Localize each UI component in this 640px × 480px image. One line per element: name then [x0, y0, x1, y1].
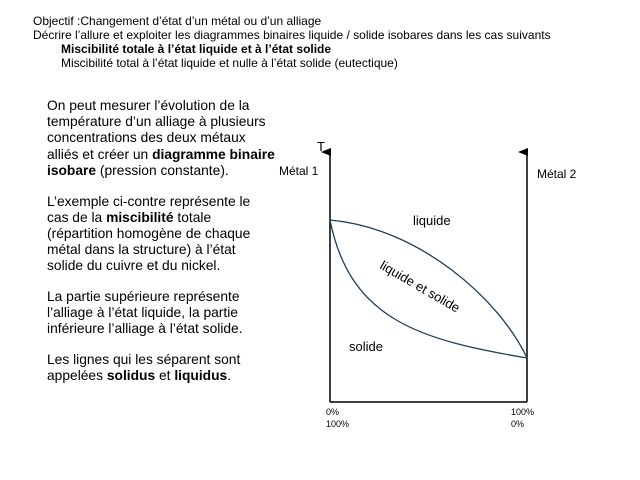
p2-bold: miscibilité — [106, 209, 174, 225]
p4-text-b: et — [155, 368, 175, 384]
p4-bold-liquidus: liquidus — [174, 368, 228, 384]
case-total-miscibility: Miscibilité totale à l’état liquide et à l’état solide — [61, 42, 332, 56]
p4-text-c: . — [227, 368, 232, 384]
mixed-region-label: liquide et solide — [377, 257, 463, 316]
solid-region-label: solide — [349, 339, 383, 354]
p2-text-b: totale (répartition homogène de chaque métal dans la structure) à l’état solide du cuivre et du nickel. — [47, 209, 251, 274]
p1-text-b: (pression constante). — [96, 162, 229, 178]
p1-text-a: On peut mesurer l’évolution de la température d’un alliage à plusieurs concentrations des deux métaux alliés et créer un — [47, 98, 266, 162]
right-bottom-percent-1: 100% — [511, 407, 535, 417]
temperature-axis-label: T — [317, 139, 325, 154]
p2-text-a: L’exemple ci-contre représente le cas de la — [47, 193, 251, 225]
p4-text-a: Les lignes qui les séparent sont appelées — [47, 352, 241, 384]
left-bottom-percent-2: 100% — [326, 419, 350, 429]
liquid-region-label: liquide — [413, 213, 451, 228]
right-metal-label: Métal 2 — [537, 167, 577, 181]
right-bottom-percent-2: 0% — [511, 419, 525, 429]
left-metal-label: Métal 1 — [279, 164, 319, 178]
objective-line: Objectif :Changement d’état d’un métal ou d’un alliage — [33, 14, 322, 28]
p3-text-a: La partie supérieure représente l’alliage à l’état liquide, la partie inférieure l’alliage à l’état solide. — [47, 289, 243, 337]
p1-bold: diagramme binaire isobare — [47, 146, 275, 178]
description-line: Décrire l’allure et exploiter les diagrammes binaires liquide / solide isobares dans les cas suivants — [33, 28, 551, 42]
left-bottom-percent-1: 0% — [326, 407, 340, 417]
case-eutectic: Miscibilité total à l’état liquide et nulle à l’état solide (eutectique) — [61, 56, 398, 70]
p4-bold-solidus: solidus — [106, 368, 156, 384]
